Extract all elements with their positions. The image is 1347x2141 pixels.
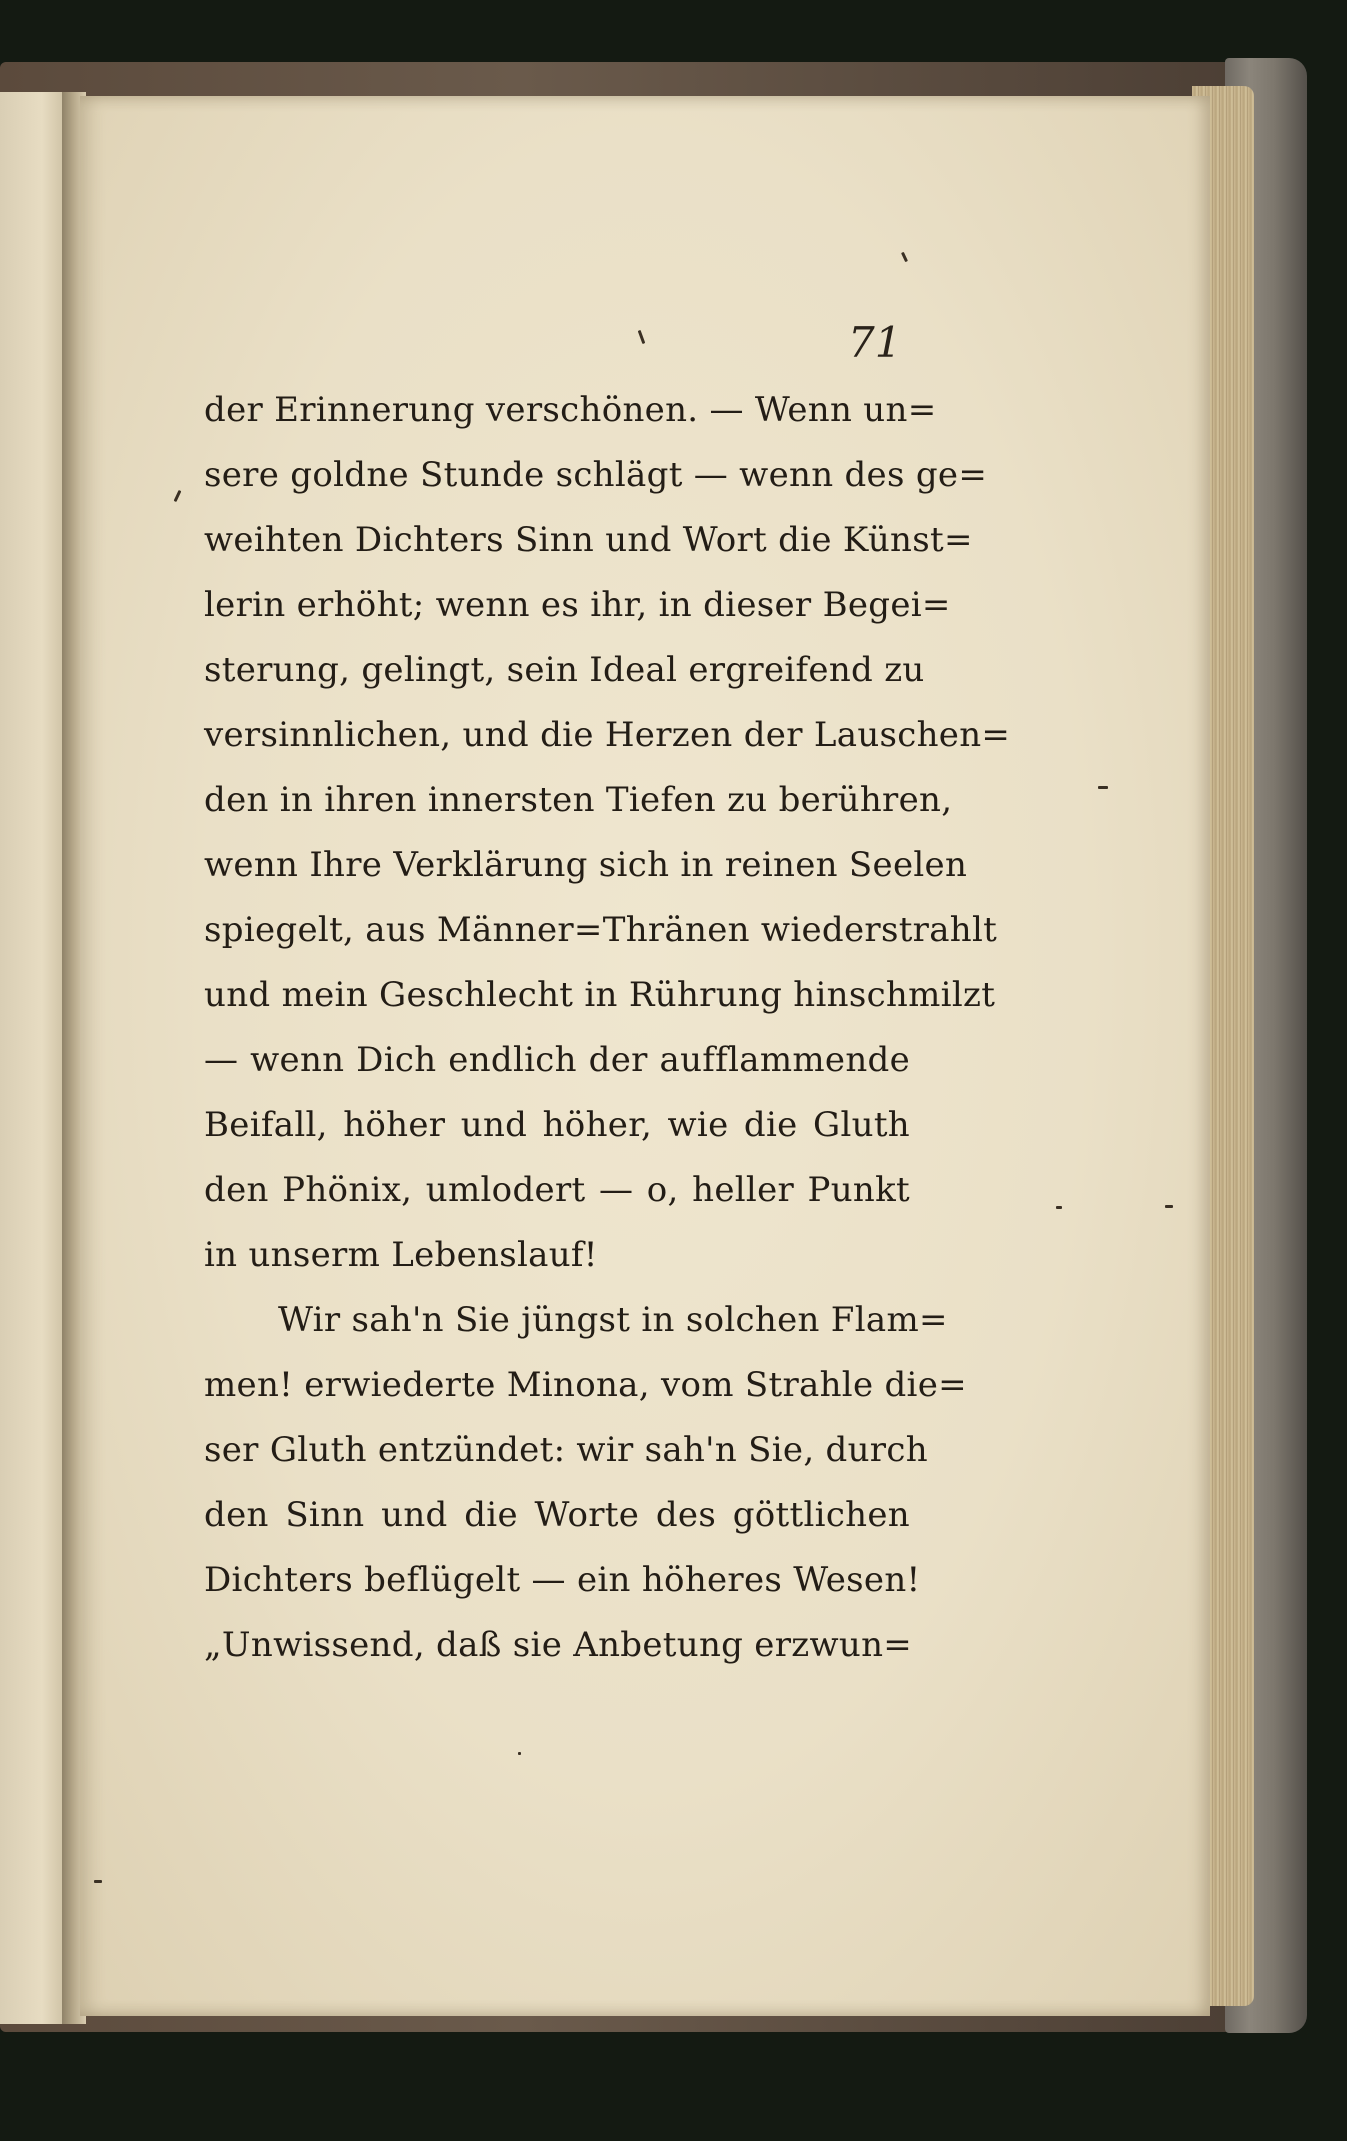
text-line: sere goldne Stunde schlägt — wenn des ge= <box>204 455 988 495</box>
text-line: men! erwiederte Minona, vom Strahle die= <box>204 1365 967 1405</box>
text-line: versinnlichen, und die Herzen der Lauschen= <box>204 715 1011 755</box>
text-line: „Unwissend, daß sie Anbetung erzwun= <box>204 1625 913 1665</box>
text-line: Wir sah'n Sie jüngst in solchen Flam= <box>278 1300 948 1340</box>
paper-speck <box>518 1752 521 1755</box>
text-line: spiegelt, aus Männer=Thränen wiederstrahlt <box>204 910 998 950</box>
text-line: wenn Ihre Verklärung sich in reinen Seelen <box>204 845 968 885</box>
left-page-sliver <box>0 92 70 2024</box>
text-line: weihten Dichters Sinn und Wort die Künst= <box>204 520 973 560</box>
page-number: 71 <box>848 318 902 367</box>
text-line: sterung, gelingt, sein Ideal ergreifend zu <box>204 650 925 690</box>
text-line: und mein Geschlecht in Rührung hinschmilzt <box>204 975 996 1015</box>
page-text <box>204 378 1011 1678</box>
text-line: ser Gluth entzündet: wir sah'n Sie, durch <box>204 1430 928 1470</box>
text-line: Dichters beflügelt — ein höheres Wesen! <box>204 1560 921 1600</box>
text-line: den Phönix, umlodert — o, heller Punkt <box>204 1170 910 1210</box>
paper-speck <box>1056 1206 1062 1209</box>
text-line: in unserm Lebenslauf! <box>204 1235 598 1275</box>
text-line: den Sinn und die Worte des göttlichen <box>204 1495 910 1535</box>
text-line: — wenn Dich endlich der aufflammende <box>204 1040 910 1080</box>
text-line: lerin erhöht; wenn es ihr, in dieser Begei= <box>204 585 951 625</box>
paper-speck <box>1098 786 1108 789</box>
text-line: den in ihren innersten Tiefen zu berühren, <box>204 780 953 820</box>
paper-speck <box>94 1880 102 1883</box>
text-line: Beifall, höher und höher, wie die Gluth <box>204 1105 910 1145</box>
text-line: der Erinnerung verschönen. — Wenn un= <box>204 390 937 430</box>
paper-speck <box>1165 1205 1173 1208</box>
